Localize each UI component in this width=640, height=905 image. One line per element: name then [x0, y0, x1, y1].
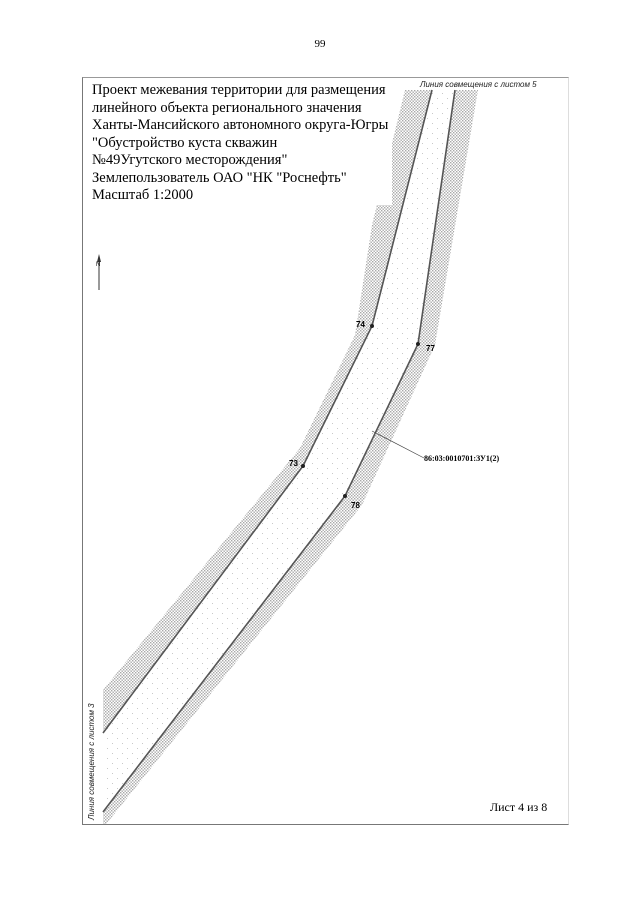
- point-78-label: 78: [351, 501, 360, 510]
- sheet-number-label: Лист 4 из 8: [490, 800, 548, 814]
- match-line-top-label: Линия совмещения с листом 5: [420, 80, 537, 89]
- page-number: 99: [314, 38, 326, 50]
- map-title-block: [92, 82, 392, 205]
- title-scale: Масштаб 1:2000: [92, 187, 194, 203]
- title-line-2: линейного объекта регионального значения: [92, 99, 362, 116]
- title-line-1: Проект межевания территории для размещения: [92, 82, 386, 98]
- point-73-marker: [301, 464, 305, 468]
- point-77-marker: [416, 342, 420, 346]
- title-line-3: Ханты-Мансийского автономного округа-Югры: [92, 117, 389, 133]
- match-line-left-label: Линия совмещения с листом 3: [87, 703, 96, 820]
- title-line-4: "Обустройство куста скважин: [92, 134, 278, 151]
- title-line-5: №49Угутского месторождения": [92, 152, 288, 168]
- point-74-marker: [370, 324, 374, 328]
- parcel-cadastral-label: 86:03:0010701:ЗУ1(2): [424, 454, 500, 463]
- point-73-label: 73: [289, 459, 298, 468]
- title-line-6: Землепользователь ОАО "НК "Роснефть": [92, 169, 347, 186]
- point-77-label: 77: [426, 344, 435, 353]
- point-74-label: 74: [356, 320, 365, 329]
- north-label: N: [96, 262, 101, 268]
- point-78-marker: [343, 494, 347, 498]
- north-arrow-icon: [97, 254, 101, 290]
